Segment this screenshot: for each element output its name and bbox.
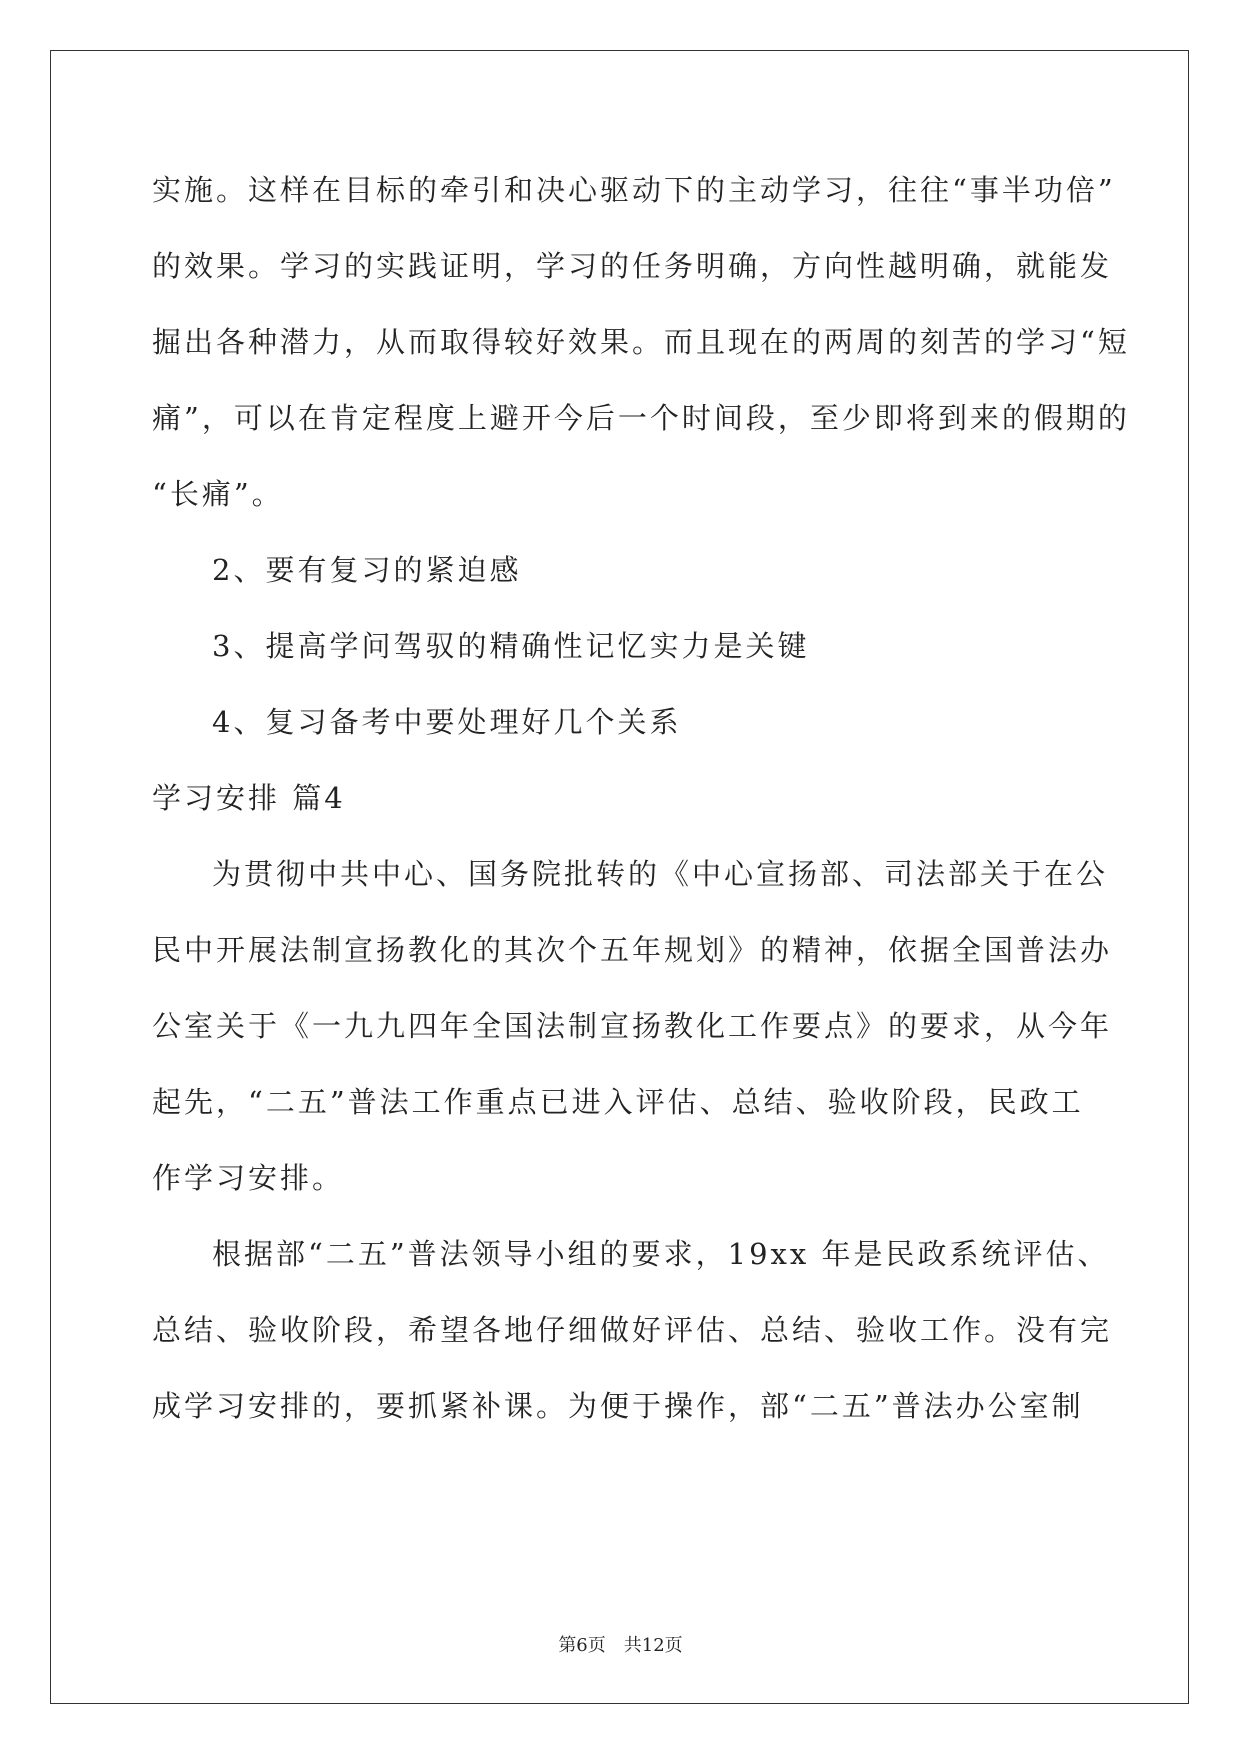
paragraph-line: “长痛”。: [152, 477, 284, 511]
paragraph-line: 为贯彻中共中心、国务院批转的《中心宣扬部、司法部关于在公: [212, 857, 1109, 891]
section-heading: 学习安排 篇4: [152, 781, 346, 815]
list-item: 4、复习备考中要处理好几个关系: [212, 705, 682, 739]
list-item: 2、要有复习的紧迫感: [212, 553, 522, 587]
paragraph-line: 的效果。学习的实践证明，学习的任务明确，方向性越明确，就能发: [152, 249, 1113, 283]
page-indicator: 第6页 共12页: [558, 1635, 683, 1656]
paragraph-line: 民中开展法制宣扬教化的其次个五年规划》的精神，依据全国普法办: [152, 933, 1113, 967]
paragraph-line: 痛”，可以在肯定程度上避开今后一个时间段，至少即将到来的假期的: [152, 401, 1130, 435]
paragraph-line: 作学习安排。: [152, 1161, 345, 1195]
paragraph-line: 成学习安排的，要抓紧补课。为便于操作，部“二五”普法办公室制: [152, 1389, 1084, 1423]
paragraph-line: 掘出各种潜力，从而取得较好效果。而且现在的两周的刻苦的学习“短: [152, 325, 1130, 359]
list-item: 3、提高学问驾驭的精确性记忆实力是关键: [212, 629, 810, 663]
paragraph-line: 根据部“二五”普法领导小组的要求，19xx 年是民政系统评估、: [212, 1237, 1110, 1271]
paragraph-line: 公室关于《一九九四年全国法制宣扬教化工作要点》的要求，从今年: [152, 1009, 1113, 1043]
paragraph-line: 起先，“二五”普法工作重点已进入评估、总结、验收阶段，民政工: [152, 1085, 1084, 1119]
paragraph-line: 总结、验收阶段，希望各地仔细做好评估、总结、验收工作。没有完: [152, 1313, 1113, 1347]
paragraph-line: 实施。这样在目标的牵引和决心驱动下的主动学习，往往“事半功倍”: [152, 173, 1116, 207]
